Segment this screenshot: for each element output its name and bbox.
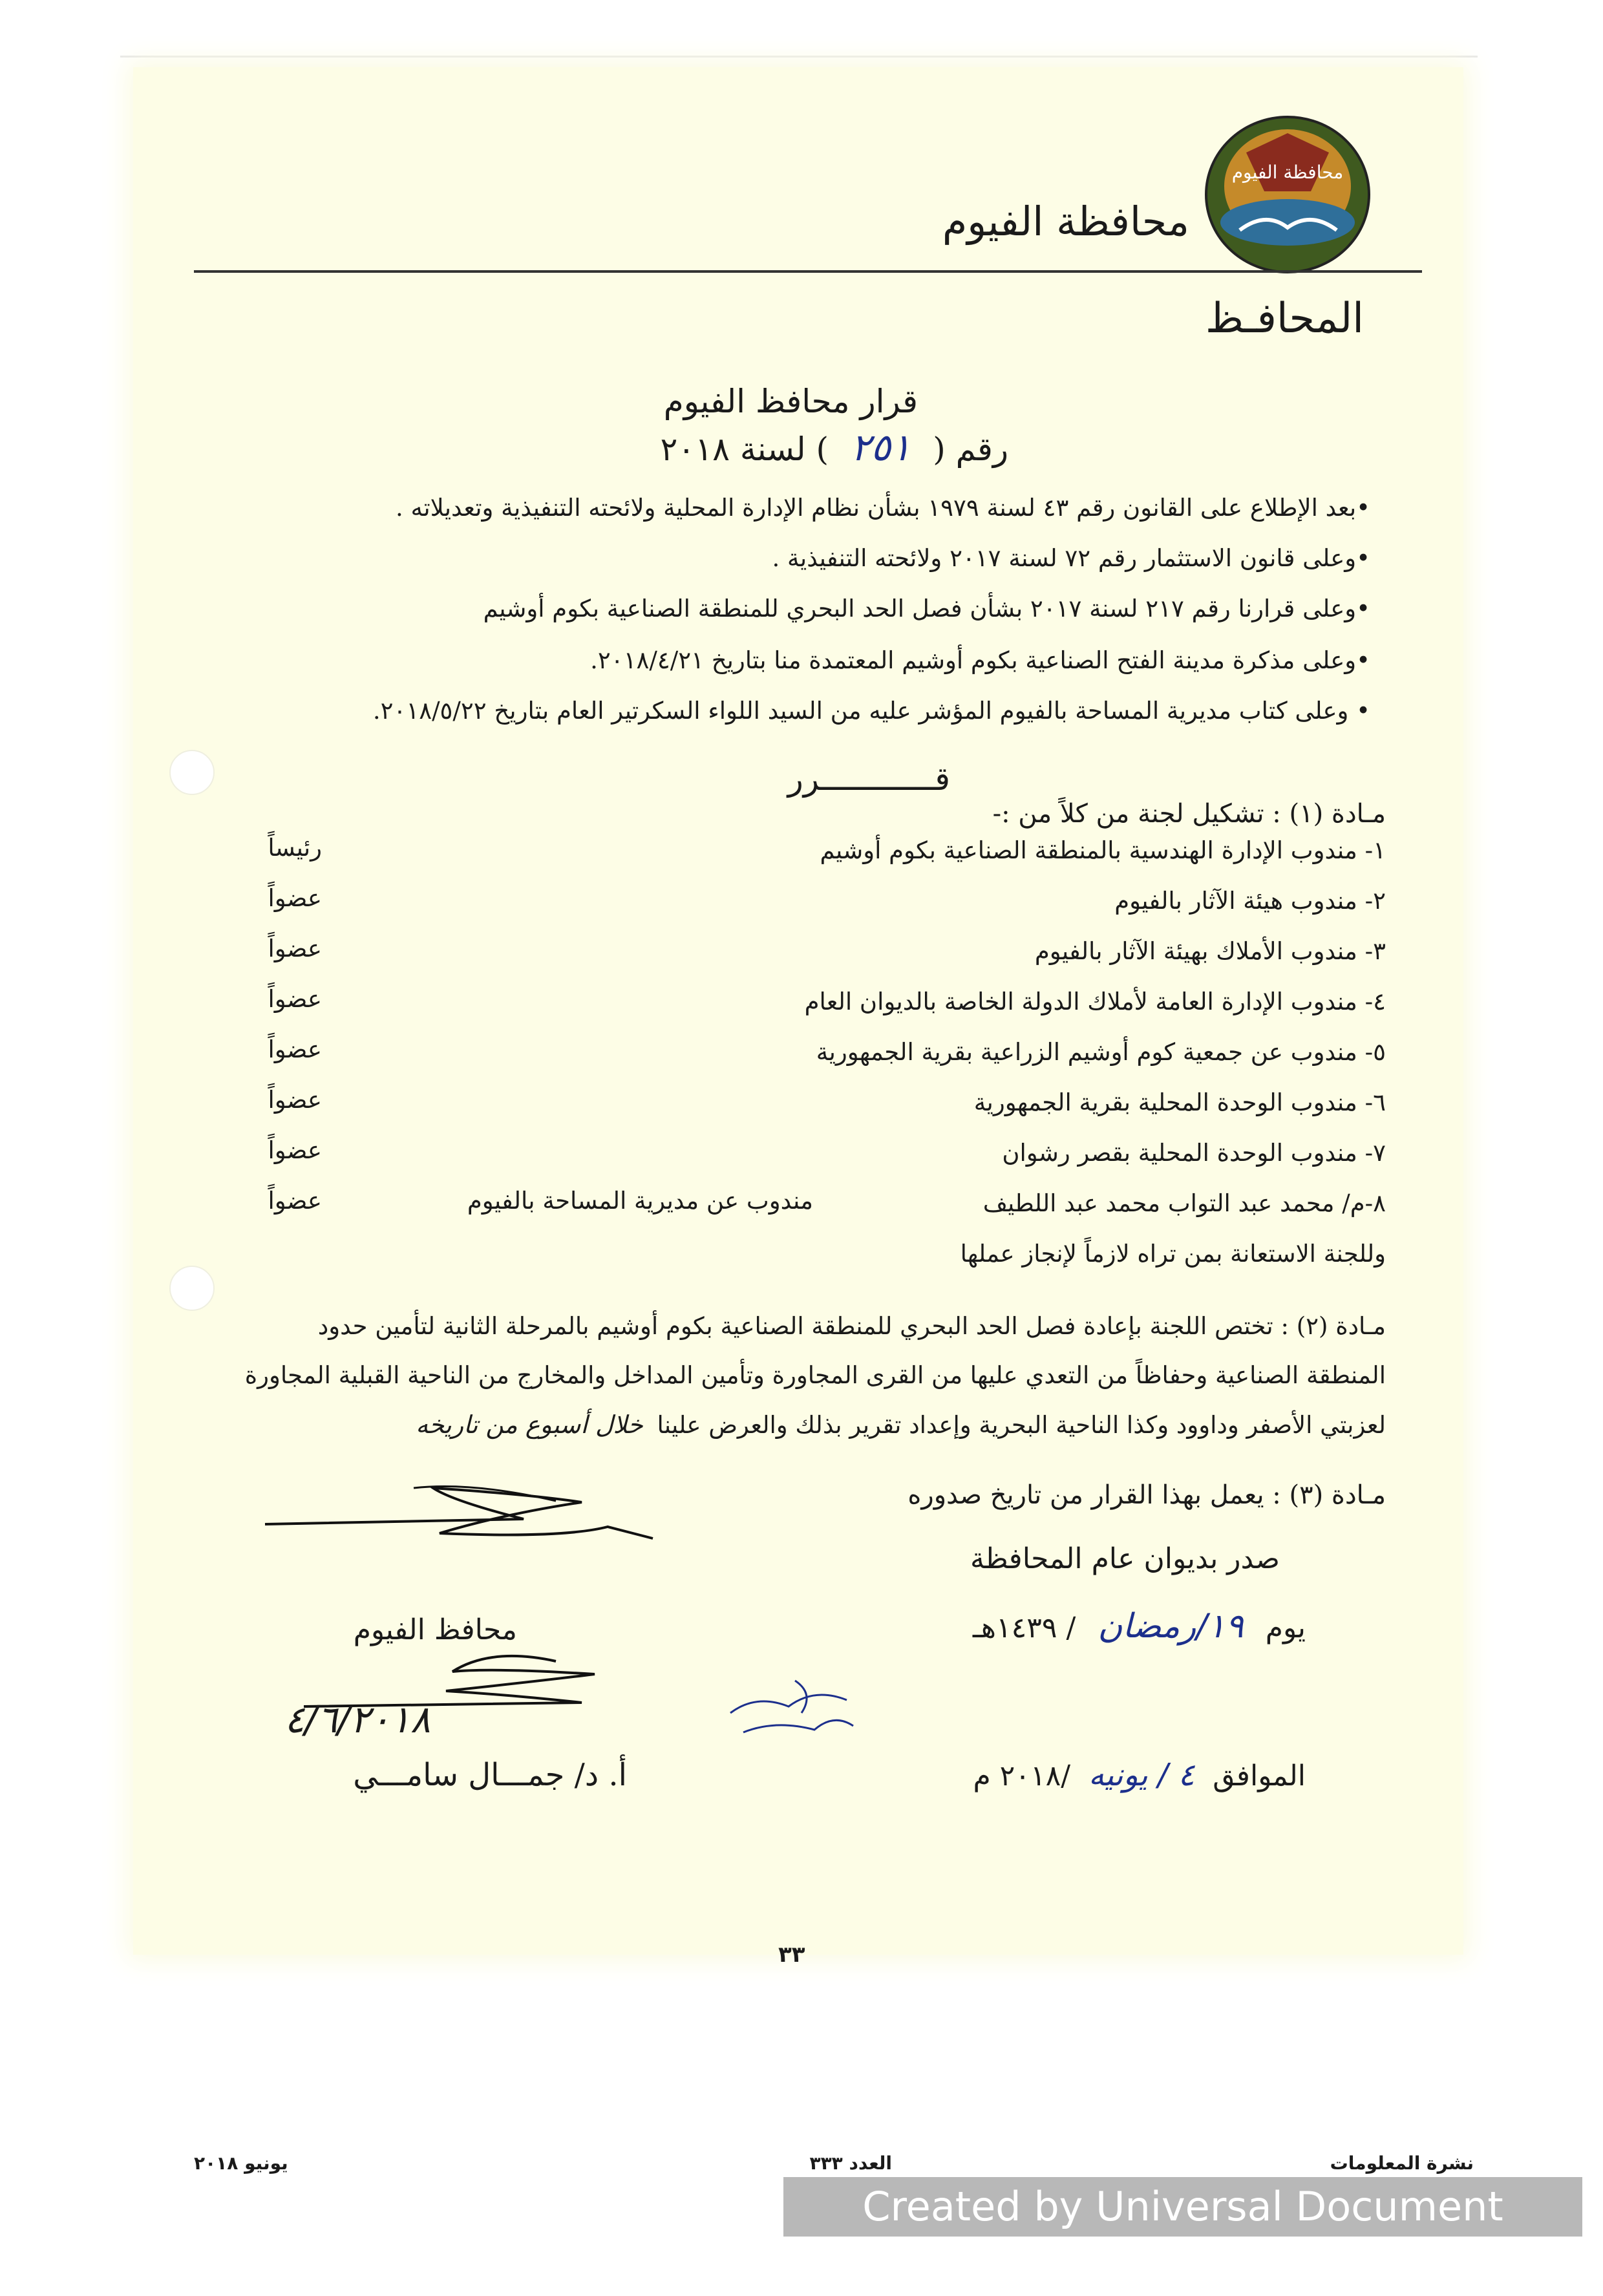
article1-heading: مـادة (١) : تشكيل لجنة من كلاً من :- [992,799,1386,829]
member-text: ٨-م/ محمد عبد التواب محمد عبد اللطيف [982,1189,1386,1217]
decree-number-handwritten: ٢٥١ [850,425,911,469]
header-rule [194,270,1422,273]
hijri-year: / ١٤٣٩هـ [972,1611,1076,1644]
member-text: ١- مندوب الإدارة الهندسية بالمنطقة الصناعية بكوم أوشيم [820,836,1386,864]
gregorian-label: الموافق [1213,1759,1306,1792]
preamble-item: •بعد الإطلاع على القانون رقم ٤٣ لسنة ١٩٧٩ بشأن نظام الإدارة المحلية ولائحته التنفيذية وتعديلاته . [395,494,1370,522]
article3-text: مـادة (٣) : يعمل بهذا القرار من تاريخ صدوره [908,1480,1386,1510]
punch-hole-bottom [169,1266,215,1311]
gregorian-year: /٢٠١٨ م [973,1759,1071,1792]
member-text: ٤- مندوب الإدارة العامة لأملاك الدولة الخاصة بالديوان العام [804,988,1386,1015]
gregorian-date-handwritten: ٤ / يونيه [1088,1757,1195,1793]
hijri-date [973,1607,1306,1646]
issued-at: صدر بديوان عام المحافظة [970,1542,1280,1575]
member-text: ٣- مندوب الأملاك بهيئة الآثار بالفيوم [1034,937,1386,965]
member-role: عضواً [268,884,322,912]
member-role: عضواً [268,935,322,962]
article2-line-text: لعزبتي الأصفر وداوود وكذا الناحية البحرية وإعداد تقرير بذلك والعرض علينا [657,1411,1386,1439]
signatory-title: محافظ الفيوم [353,1613,517,1646]
member-text: ٢- مندوب هيئة الآثار بالفيوم [1114,887,1386,915]
signatory-name: أ. د/ جمـــال سامـــي [353,1757,627,1793]
member-text: ٥- مندوب عن جمعية كوم أوشيم الزراعية بقرية الجمهورية [816,1038,1386,1066]
member-role: عضواً [268,985,322,1013]
day-label: يوم [1265,1611,1306,1644]
signed-date-handwritten: ٤/٦/٢٠١٨ [284,1697,430,1741]
office-title: المحافـظ [1205,295,1364,343]
member-text: ٧- مندوب الوحدة المحلية بقصر رشوان [1002,1139,1386,1167]
decree-number-prefix: رقم ( [933,430,1008,468]
footer-issue: العدد ٣٣٣ [809,2152,892,2174]
member-role: عضواً [268,1086,322,1114]
article2-handwritten-addition: خلال أسبوع من تاريخه [416,1410,643,1439]
decree-title: قرار محافظ الفيوم [663,383,918,420]
article2-line: المنطقة الصناعية وحفاظاً من التعدي عليها من القرى المجاورة وتأمين المداخل والمخارج من الناحية القبلية المجاورة [244,1361,1386,1389]
member-extra: مندوب عن مديرية المساحة بالفيوم [467,1187,813,1215]
gregorian-date [973,1757,1306,1793]
converter-watermark: Created by Universal Document Converter [783,2177,1582,2237]
footer-publication: نشرة المعلومات [1330,2152,1474,2174]
preamble-item: • وعلى كتاب مديرية المساحة بالفيوم المؤشر عليه من السيد اللواء السكرتير العام بتاريخ ٢٠١٨/٥/٢٢. [372,697,1370,725]
article1-closing: وللجنة الاستعانة بمن تراه لازماً لإنجاز عملها [960,1240,1386,1268]
article2-line: مـادة (٢) : تختص اللجنة بإعادة فصل الحد البحري للمنطقة الصناعية بكوم أوشيم بالمرحلة الثانية لتأمين حدود [317,1312,1386,1340]
member-role: عضواً [268,1036,322,1063]
page-number: ٣٣ [778,1942,805,1968]
secretary-signature-icon [717,1668,866,1758]
preamble-item: •وعلى قرارنا رقم ٢١٧ لسنة ٢٠١٧ بشأن فصل الحد البحري للمنطقة الصناعية بكوم أوشيم [483,595,1370,622]
member-role: رئيساً [268,834,322,862]
punch-hole-top [169,750,215,795]
article2-line [416,1410,1386,1439]
decree-number [661,425,1008,469]
decides-heading: قــــــــــــرر [787,760,950,798]
top-rule [120,56,1478,58]
decree-number-suffix: ) لسنة ٢٠١٨ [660,430,829,468]
footer-date: يونيو ٢٠١٨ [194,2152,288,2174]
signature-initials-icon [259,1462,672,1553]
hijri-date-handwritten: ١٩/رمضان [1098,1607,1244,1646]
member-role: عضواً [268,1136,322,1164]
governorate-name: محافظة الفيوم [942,198,1189,245]
preamble-item: •وعلى مذكرة مدينة الفتح الصناعية بكوم أوشيم المعتمدة منا بتاريخ ٢٠١٨/٤/٢١. [590,646,1370,674]
preamble-item: •وعلى قانون الاستثمار رقم ٧٢ لسنة ٢٠١٧ ولائحته التنفيذية . [772,544,1370,572]
governorate-logo-icon [1201,114,1374,275]
member-role: عضواً [268,1187,322,1215]
logo-text: محافظة الفيوم [1231,162,1344,183]
member-text: ٦- مندوب الوحدة المحلية بقرية الجمهورية [973,1089,1386,1116]
